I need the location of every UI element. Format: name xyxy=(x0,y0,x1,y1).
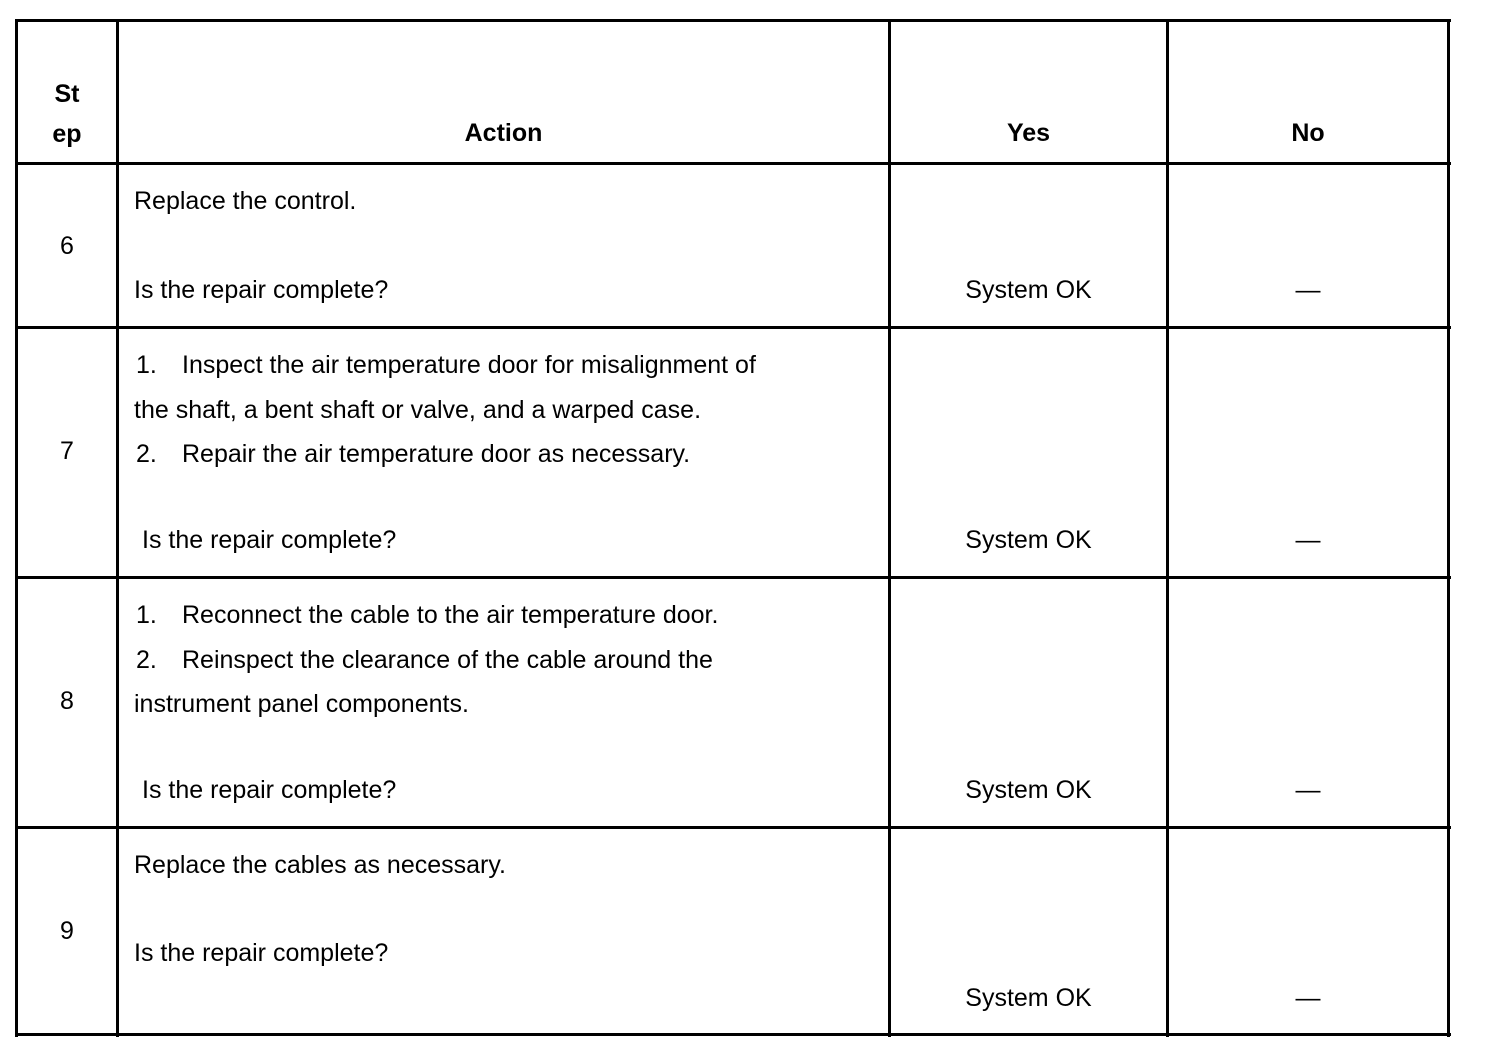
action-question: Is the repair complete? xyxy=(134,939,389,967)
table-border-left xyxy=(15,19,18,1037)
action-line: Replace the cables as necessary. xyxy=(134,851,506,879)
yes-result: System OK xyxy=(965,984,1092,1012)
step-number: 6 xyxy=(60,232,74,260)
table-border-right xyxy=(1447,19,1450,1037)
step-number: 8 xyxy=(60,687,74,715)
header-divider xyxy=(15,162,1451,165)
yes-result: System OK xyxy=(965,526,1092,554)
yes-result: System OK xyxy=(965,776,1092,804)
step-number: 7 xyxy=(60,437,74,465)
action-line: 1. Inspect the air temperature door for misalignment of xyxy=(136,351,756,379)
header-no: No xyxy=(1291,119,1325,147)
action-line: 2. Reinspect the clearance of the cable around the xyxy=(136,646,713,674)
action-question: Is the repair complete? xyxy=(142,776,397,804)
table-border-top xyxy=(15,19,1451,22)
action-question: Is the repair complete? xyxy=(142,526,397,554)
row-divider xyxy=(15,326,1451,329)
header-action: Action xyxy=(464,119,543,147)
no-result: — xyxy=(1295,526,1321,554)
no-result: — xyxy=(1295,276,1321,304)
yes-result: System OK xyxy=(965,276,1092,304)
no-result: — xyxy=(1295,776,1321,804)
header-yes: Yes xyxy=(1006,119,1051,147)
row-divider xyxy=(15,826,1451,829)
action-line: instrument panel components. xyxy=(134,690,469,718)
column-divider xyxy=(116,19,119,1037)
row-divider xyxy=(15,576,1451,579)
header-step: St ep xyxy=(52,80,82,148)
action-line: Replace the control. xyxy=(134,187,357,215)
troubleshooting-table xyxy=(15,19,1451,1037)
action-line: 2. Repair the air temperature door as necessary. xyxy=(136,440,691,468)
no-result: — xyxy=(1295,984,1321,1012)
step-number: 9 xyxy=(60,917,74,945)
action-line: 1. Reconnect the cable to the air temperature door. xyxy=(136,601,719,629)
action-question: Is the repair complete? xyxy=(134,276,389,304)
table-border-bottom xyxy=(15,1033,1451,1036)
action-line: the shaft, a bent shaft or valve, and a warped case. xyxy=(134,396,702,424)
